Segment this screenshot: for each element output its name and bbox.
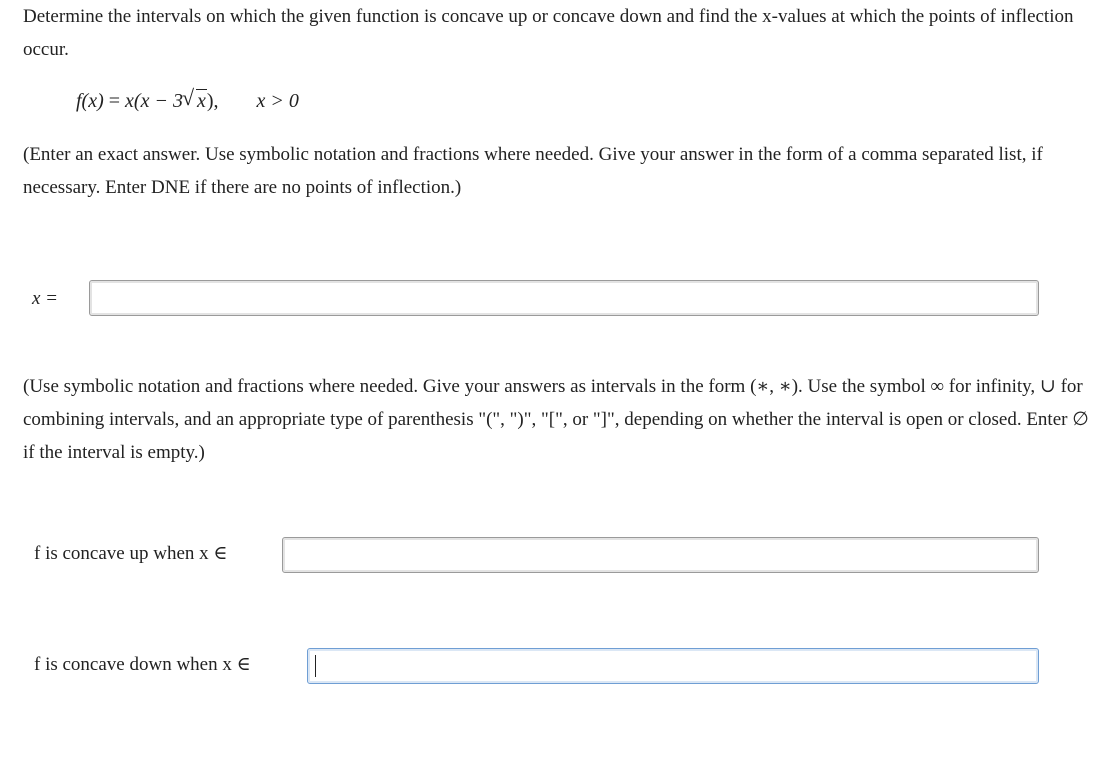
formula-lhs: f(x) bbox=[76, 90, 104, 112]
inflection-points-input[interactable] bbox=[89, 280, 1039, 316]
concave-down-input[interactable] bbox=[307, 648, 1039, 684]
concave-down-label: f is concave down when x ∈ bbox=[34, 654, 251, 675]
inflection-instructions: (Enter an exact answer. Use symbolic notation and fractions where needed. Give your answer in the form of a comma separated list, if necessary. Enter DNE if there are no points of inflection.) bbox=[23, 144, 1043, 198]
formula-condition: x > 0 bbox=[256, 90, 299, 112]
formula-equals: = bbox=[108, 90, 121, 112]
sqrt-sign-icon: √ bbox=[181, 85, 195, 110]
formula-radicand: x bbox=[196, 90, 206, 112]
function-formula bbox=[76, 86, 299, 116]
sqrt-expression bbox=[183, 86, 207, 116]
problem-statement: Determine the intervals on which the given function is concave up or concave down and find the x-values at which the points of inflection occur. bbox=[23, 6, 1074, 60]
interval-instructions: (Use symbolic notation and fractions where needed. Give your answers as intervals in the form (∗, ∗). Use the symbol ∞ for infinity, ∪ for combining intervals, and an appropriate type of parenthesis "(", ")", "[", or "]", depending on whether the interval is open or closed. Enter ∅ if the interval is empty.) bbox=[23, 376, 1089, 463]
formula-pre: x(x − 3 bbox=[125, 90, 183, 112]
concave-up-label: f is concave up when x ∈ bbox=[34, 543, 228, 564]
text-cursor bbox=[315, 655, 316, 677]
concave-up-input[interactable] bbox=[282, 537, 1039, 573]
formula-post: ), bbox=[206, 90, 219, 112]
inflection-label: x = bbox=[32, 288, 59, 309]
